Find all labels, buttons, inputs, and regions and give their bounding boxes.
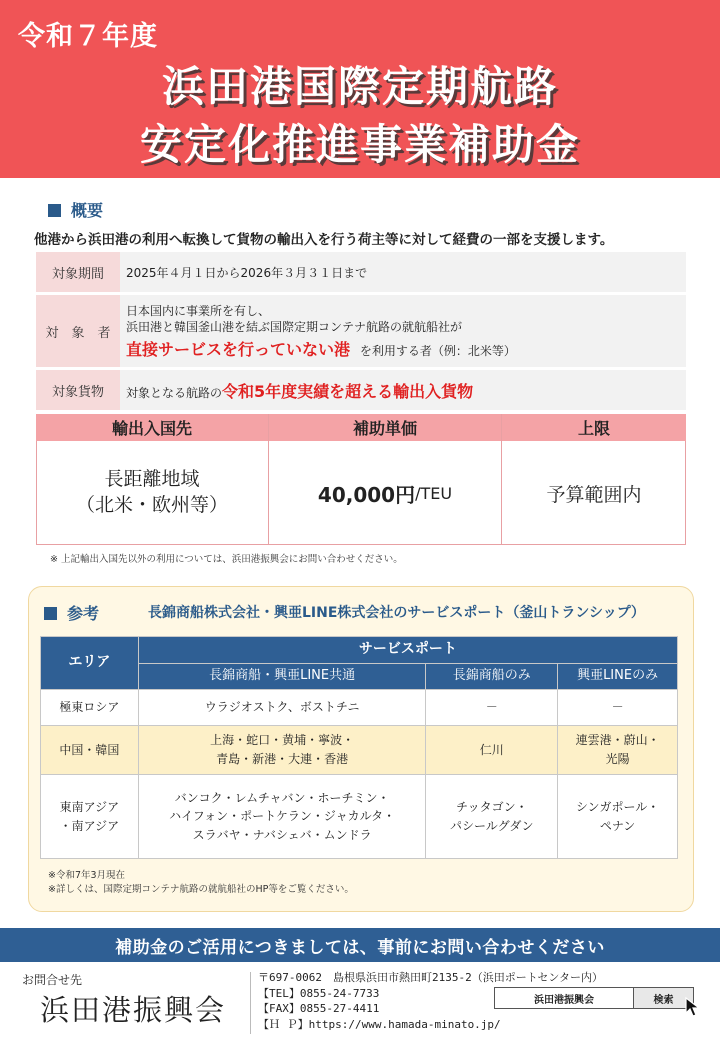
- tel: 【TEL】0855-24-7733: [258, 986, 380, 1000]
- target-highlight: 直接サービスを行っていない港: [126, 340, 351, 359]
- search-box[interactable]: [494, 987, 694, 1009]
- search-keyword[interactable]: 浜田港振興会: [534, 994, 594, 1006]
- area-cell: 中国・韓国: [41, 726, 139, 775]
- square-bullet-icon: [48, 204, 61, 217]
- fiscal-year: 令和７年度: [18, 21, 158, 52]
- overview-description: 他港から浜田港の利用へ転換して貨物の輸出入を行う荷主等に対して経費の一部を支援します。: [34, 232, 614, 248]
- sub-header-heung-a: 興亜LINEのみ: [558, 664, 678, 690]
- unit-price-amount: 40,000円: [317, 482, 416, 507]
- both-cell: バンコク・レムチャバン・ホーチミン・ ハイフォン・ポートケラン・ジャカルタ・ スラバヤ・ナバシェバ・ムンドラ: [138, 775, 426, 859]
- service-port-table: [40, 636, 678, 859]
- target-line-2: 浜田港と韓国釜山港を結ぶ国際定期コンテナ航路の就航船社が: [126, 320, 463, 334]
- reference-subtitle: 長錦商船株式会社・興亜LINE株式会社のサービスポート（釜山トランシップ）: [148, 605, 645, 621]
- destination-cell: [36, 441, 268, 545]
- area-header: エリア: [41, 637, 139, 690]
- fax: 【FAX】0855-27-4411: [258, 1002, 380, 1016]
- square-bullet-icon: [44, 607, 57, 620]
- overview-heading: [48, 198, 103, 221]
- sub-header-sinokor: 長錦商船のみ: [426, 664, 558, 690]
- heung-a-cell: シンガポール・ ペナン: [558, 775, 678, 859]
- overview-heading-text: 概要: [71, 201, 104, 220]
- area-cell: 極東ロシア: [41, 690, 139, 726]
- col-header-limit: 上限: [502, 414, 686, 441]
- table-row: [41, 726, 678, 775]
- note-other-destinations: ※ 上記輸出入国先以外の利用については、浜田港振興会にお問い合わせください。: [50, 554, 403, 565]
- contact-label: お問合せ先: [22, 973, 83, 987]
- sinokor-cell: 仁川: [426, 726, 558, 775]
- area-cell: 東南アジア ・南アジア: [41, 775, 139, 859]
- search-button[interactable]: 検索: [633, 988, 693, 1008]
- cargo-prefix: 対象となる航路の: [126, 386, 223, 400]
- sinokor-cell: －: [426, 690, 558, 726]
- table-row: [41, 775, 678, 859]
- reference-heading: [44, 601, 99, 624]
- target-line-1: 日本国内に事業所を有し、: [126, 304, 271, 318]
- table-row: [41, 690, 678, 726]
- header-banner: [0, 0, 720, 178]
- both-cell: ウラジオストク、ボストチニ: [138, 690, 426, 726]
- heung-a-cell: －: [558, 690, 678, 726]
- reference-heading-text: 参考: [67, 604, 100, 623]
- inquiry-banner: 補助金のご活用につきましては、事前にお問い合わせください: [0, 928, 720, 962]
- col-header-unit-price: 補助単価: [269, 414, 501, 441]
- cargo-highlight: 令和5年度実績を超える輸出入貨物: [222, 382, 474, 401]
- target-label: 対 象 者: [36, 295, 120, 367]
- homepage: 【Ｈ Ｐ】https://www.hamada-minato.jp/: [258, 1017, 501, 1031]
- reference-notes: [48, 869, 354, 897]
- organization-name: 浜田港振興会: [40, 993, 227, 1027]
- title-line-1: 浜田港国際定期航路: [161, 62, 558, 111]
- period-value: 2025年４月１日から2026年３月３１日まで: [126, 266, 368, 280]
- info-row-cargo: [36, 370, 686, 410]
- address: 〒697-0062 島根県浜田市熱田町2135-2（浜田ポートセンター内）: [258, 971, 603, 984]
- footer-divider: [250, 972, 251, 1034]
- cargo-value: [126, 379, 473, 402]
- region-line-2: （北米・欧州等）: [75, 494, 228, 516]
- limit-cell: 予算範囲内: [546, 483, 642, 506]
- col-header-destination: 輸出入国先: [36, 414, 268, 441]
- sub-header-both: 長錦商船・興亜LINE共通: [138, 664, 426, 690]
- unit-price-unit: /TEU: [415, 483, 453, 503]
- note-as-of: ※令和7年3月現在: [48, 870, 126, 881]
- target-line-3: [126, 337, 516, 360]
- period-label: 対象期間: [36, 252, 120, 292]
- info-row-period: [36, 252, 686, 292]
- heung-a-cell: 連雲港・蔚山・ 光陽: [558, 726, 678, 775]
- pointer-cursor-icon: [684, 996, 706, 1020]
- service-port-header: サービスポート: [138, 637, 677, 664]
- cargo-label: 対象貨物: [36, 370, 120, 410]
- both-cell: 上海・蛇口・黄埔・寧波・ 青島・新港・大連・香港: [138, 726, 426, 775]
- target-suffix: を利用する者（例：北米等）: [359, 344, 516, 358]
- region-line-1: 長距離地域: [104, 468, 200, 491]
- title-line-2: 安定化推進事業補助金: [139, 120, 580, 169]
- note-details: ※詳しくは、国際定期コンテナ航路の就航船社のHP等をご覧ください。: [48, 883, 354, 895]
- unit-price-cell: [269, 441, 501, 545]
- sinokor-cell: チッタゴン・ パシールグダン: [426, 775, 558, 859]
- info-row-target: [36, 295, 686, 367]
